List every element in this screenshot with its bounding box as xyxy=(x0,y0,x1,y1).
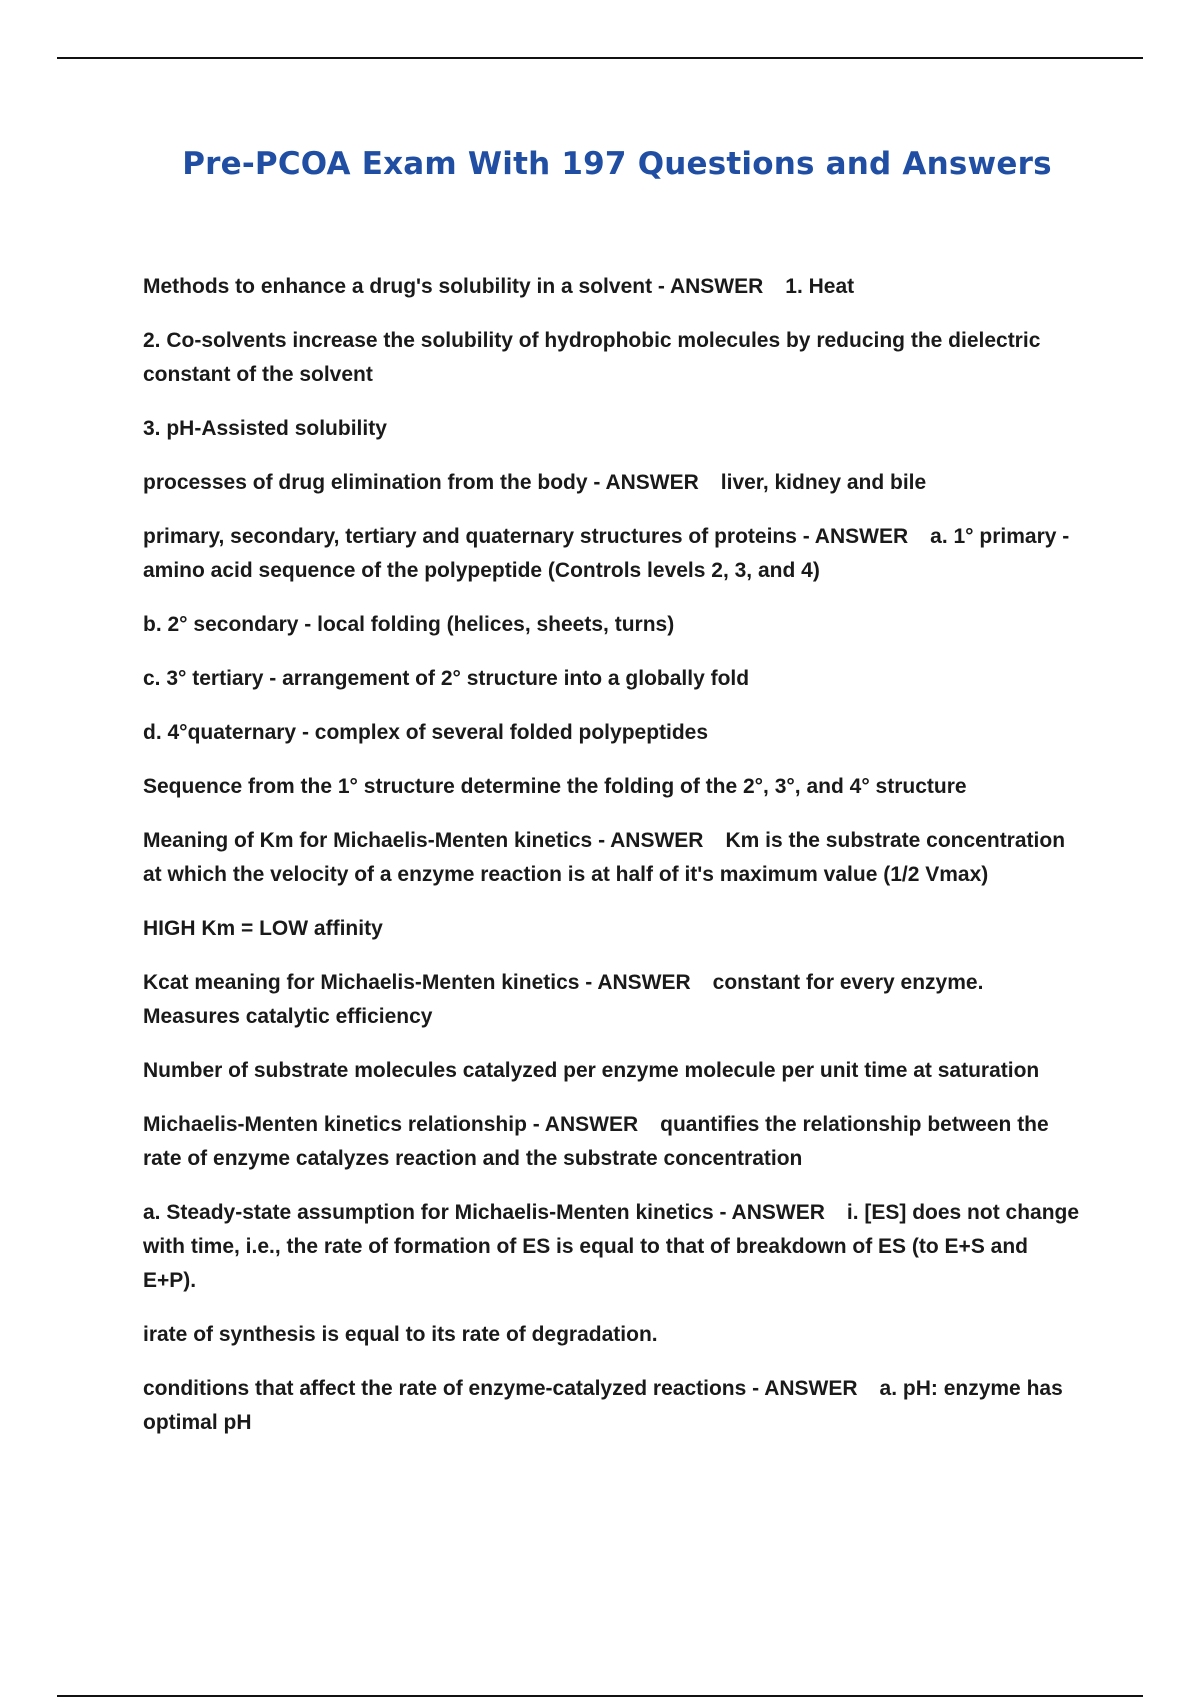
top-rule xyxy=(57,57,1143,59)
bottom-rule xyxy=(57,1695,1143,1697)
qa-paragraph xyxy=(143,520,1083,588)
qa-paragraph xyxy=(143,466,1083,500)
answer-paragraph: d. 4°quaternary - complex of several folded polypeptides xyxy=(143,721,709,744)
question-text: Methods to enhance a drug's solubility in a solvent - ANSWER xyxy=(143,275,764,298)
qa-paragraph xyxy=(143,1108,1083,1176)
question-text: processes of drug elimination from the body - ANSWER xyxy=(143,471,699,494)
answer-paragraph: Sequence from the 1° structure determine the folding of the 2°, 3°, and 4° structure xyxy=(143,775,967,798)
qa-paragraph xyxy=(143,1196,1083,1298)
answer-paragraph: b. 2° secondary - local folding (helices, sheets, turns) xyxy=(143,613,675,636)
answer-text: liver, kidney and bile xyxy=(720,471,927,494)
answer-paragraph: c. 3° tertiary - arrangement of 2° structure into a globally fold xyxy=(143,667,750,690)
qa-paragraph xyxy=(143,966,1083,1034)
answer-text: quantifies the relationship between the rate of enzyme catalyzes reaction and the substrate concentration xyxy=(143,1113,1049,1170)
qa-paragraph xyxy=(143,270,1083,304)
answer-paragraph: irate of synthesis is equal to its rate of degradation. xyxy=(143,1323,658,1346)
document-body xyxy=(143,270,1083,1460)
question-text: Michaelis-Menten kinetics relationship - ANSWER xyxy=(143,1113,639,1136)
question-text: conditions that affect the rate of enzyme-catalyzed reactions - ANSWER xyxy=(143,1377,858,1400)
answer-text: constant for every enzyme. Measures catalytic efficiency xyxy=(143,971,984,1028)
question-text: a. Steady-state assumption for Michaelis-Menten kinetics - ANSWER xyxy=(143,1201,825,1224)
answer-paragraph: Number of substrate molecules catalyzed per enzyme molecule per unit time at saturation xyxy=(143,1059,1040,1082)
answer-text: i. [ES] does not change with time, i.e., the rate of formation of ES is equal to that of breakdown of ES (to E+S and E+P). xyxy=(143,1201,1080,1292)
answer-paragraph: 2. Co-solvents increase the solubility of hydrophobic molecules by reducing the dielectric constant of the solvent xyxy=(143,329,1041,386)
qa-paragraph xyxy=(143,1372,1083,1440)
question-text: primary, secondary, tertiary and quaternary structures of proteins - ANSWER xyxy=(143,525,909,548)
document-title: Pre-PCOA Exam With 197 Questions and Answers xyxy=(182,146,1052,182)
qa-paragraph xyxy=(143,824,1083,892)
answer-paragraph: HIGH Km = LOW affinity xyxy=(143,917,383,940)
question-text: Meaning of Km for Michaelis-Menten kinetics - ANSWER xyxy=(143,829,704,852)
answer-text: a. 1° primary - amino acid sequence of the polypeptide (Controls levels 2, 3, and 4) xyxy=(143,525,1070,582)
answer-text: 1. Heat xyxy=(785,275,855,298)
answer-paragraph: 3. pH-Assisted solubility xyxy=(143,417,387,440)
answer-text: a. pH: enzyme has optimal pH xyxy=(143,1377,1063,1434)
answer-text: Km is the substrate concentration at which the velocity of a enzyme reaction is at half of it's maximum value (1/2 Vmax) xyxy=(143,829,1066,886)
question-text: Kcat meaning for Michaelis-Menten kinetics - ANSWER xyxy=(143,971,691,994)
